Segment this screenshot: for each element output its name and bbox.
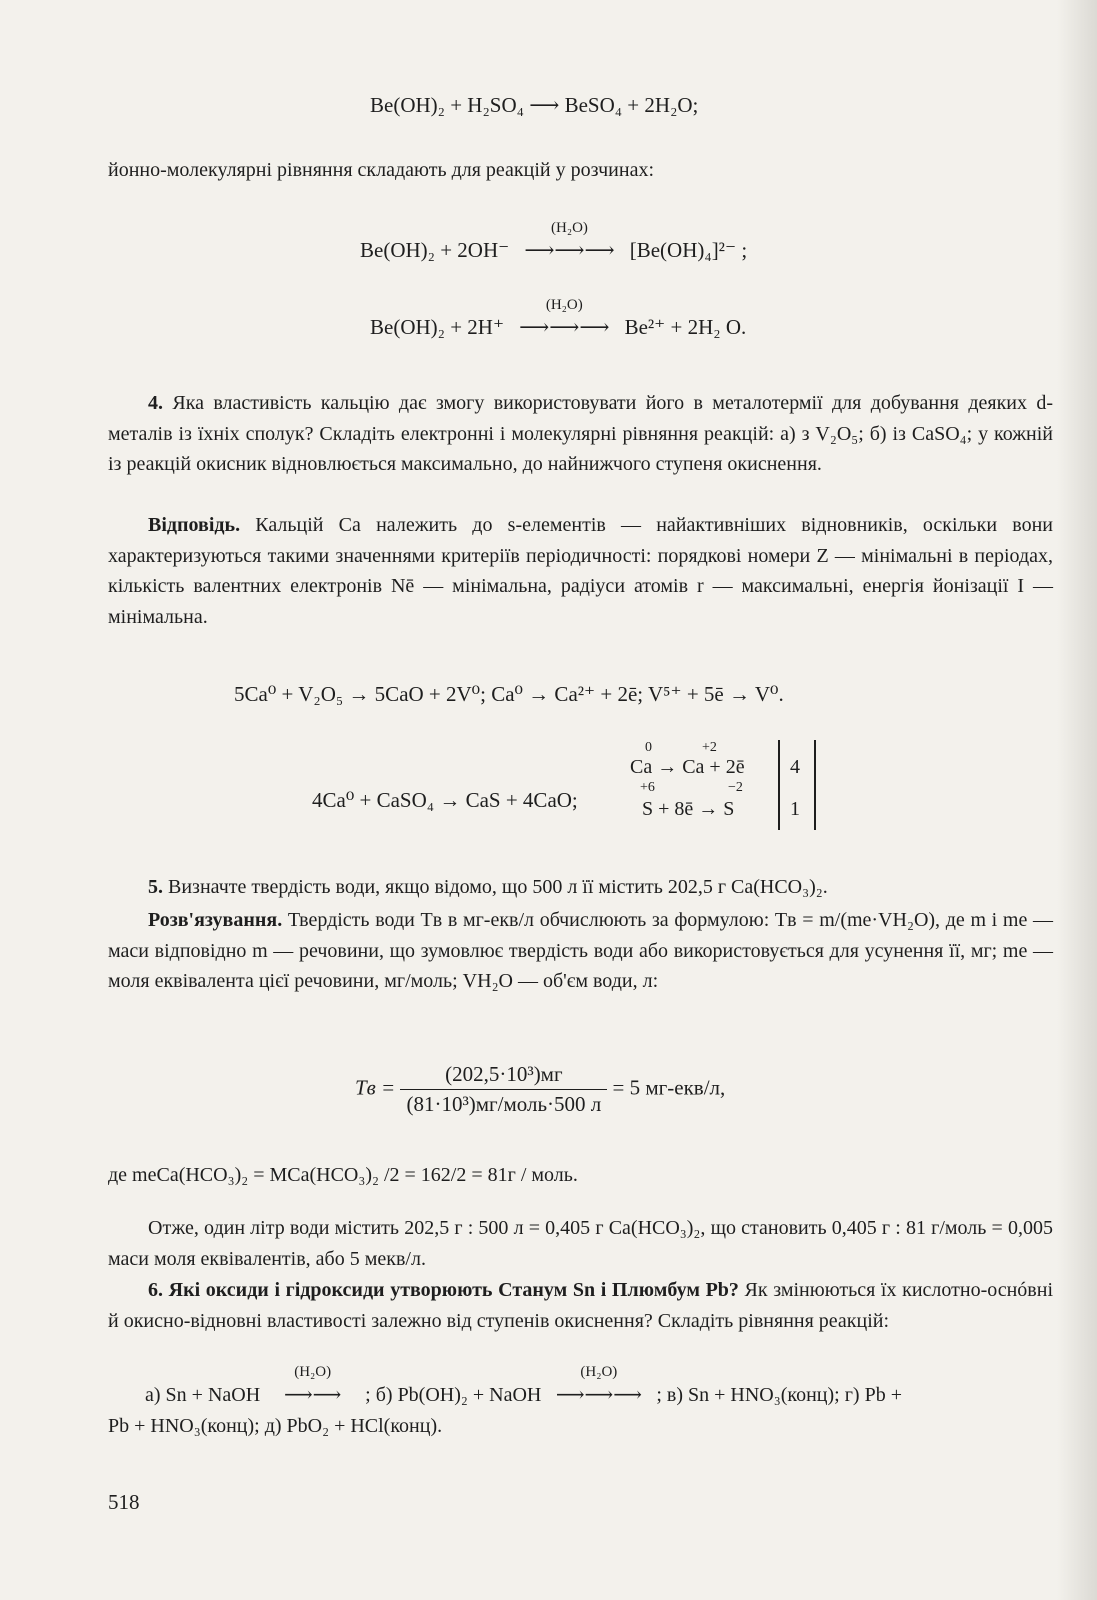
- reactions-line-1: [145, 1364, 902, 1407]
- ionic-intro-text: йонно-молекулярні рівняння складають для реакцій у розчинах:: [108, 159, 654, 181]
- question-6: [108, 1275, 1053, 1336]
- eq-left: Be(OH)₂ + 2OH⁻: [360, 238, 510, 262]
- divider-line: [814, 740, 816, 830]
- hardness-formula: [355, 1062, 725, 1117]
- formula-rhs: = 5 мг-екв/л,: [612, 1075, 726, 1100]
- half-reaction-ca: Ca → Ca + 2ē: [630, 756, 745, 778]
- oxidation-state: 0: [645, 740, 652, 755]
- equation-ca-v2o5: 5Ca⁰ + V₂O₅ → 5CaO + 2V⁰; Ca⁰ → Ca²⁺ + 2ē; V⁵⁺ + 5ē → V⁰.: [234, 682, 784, 706]
- question-number: 4.: [148, 392, 163, 414]
- coefficient: 1: [790, 798, 800, 820]
- arrow-condition: (H₂O): [551, 220, 588, 236]
- equation-ca-caso4: 4Ca⁰ + CaSO₄ → CaS + 4CaO;: [312, 788, 578, 812]
- reaction-arrow: (H₂O) ⟶⟶⟶: [509, 315, 619, 340]
- reactions-line-2: Pb + HNO₃(конц); д) PbO₂ + HCl(конц).: [108, 1415, 443, 1437]
- question-number: 5.: [148, 876, 163, 898]
- arrow-condition: (H₂O): [580, 1364, 618, 1380]
- question-text: Визначте твердість води, якщо відомо, що 500 л її містить 202,5 г Ca(HCO₃)₂.: [168, 876, 828, 898]
- oxidation-state: +6: [640, 780, 655, 795]
- solution-label: Розв'язування.: [148, 909, 283, 931]
- reaction-arrow: (H₂O) ⟶⟶⟶: [546, 1382, 651, 1407]
- question-bold-text: Які оксиди і гідроксиди утворюють Станум Sn і Плюмбум Pb?: [168, 1279, 739, 1301]
- coefficient: 4: [790, 756, 800, 778]
- reaction-label: ; б): [365, 1384, 393, 1406]
- answer-4: [108, 510, 1053, 632]
- question-5: [108, 872, 1053, 903]
- divider-line: [778, 740, 780, 830]
- conclusion: Отже, один літр води містить 202,5 г : 500 л = 0,405 г Ca(HCO₃)₂, що становить 0,405 г : 81 г/моль = 0,005 маси моля еквівалентів, або 5 мекв/л.: [108, 1217, 1053, 1270]
- redox-balance: [630, 740, 820, 835]
- reaction-left: Sn + NaOH: [165, 1384, 261, 1406]
- where-line: де mеCa(HCO₃)₂ = MCa(HCO₃)₂ /2 = 162/2 = 81г / моль.: [108, 1164, 578, 1186]
- answer-text: Кальцій Ca належить до s-елементів — найактивніших відновників, оскільки вони характеризуються такими значеннями критеріїв періодичності: порядкові номери Z — мінімальні в періодах, кількість валентних електронів Nē — мінімальна, радіуси атомів r — максимальні, енергія йонізації I — мінімальна.: [108, 514, 1053, 628]
- answer-label: Відповідь.: [148, 514, 241, 536]
- solution-5: [108, 905, 1053, 997]
- page-number: 518: [108, 1490, 140, 1514]
- question-text: Як змінюються їх кислотно-оснóвні й окисно-відновні властивості залежно від ступенів окиснення? Складіть рівняння реакцій:: [108, 1279, 1054, 1332]
- oxidation-state: −2: [728, 780, 743, 795]
- solution-text: Твердість води Tв в мг-екв/л обчислюють за формулою: Tв = m/(mе·VH₂O), де m і mе — маси відповідно m — речовини, що зумовлює твердість води або використовується для усунення її, мг; mе — моля еквівалента цієї речовини, мг/моль; VH₂O — об'єм води, л:: [108, 909, 1054, 992]
- reaction-arrow: (H₂O) ⟶⟶: [265, 1382, 360, 1407]
- arrow-condition: (H₂O): [545, 297, 583, 313]
- reaction-arrow: (H₂O) ⟶⟶⟶: [514, 238, 624, 263]
- fraction: [400, 1062, 607, 1117]
- page-edge-shadow: [1057, 0, 1097, 1600]
- equation-be-h2so4: Be(OH)₂ + H₂SO₄ ⟶ BeSO₄ + 2H₂O;: [370, 93, 699, 117]
- question-text: Яка властивість кальцію дає змогу використовувати його в металотермії для добування деяких d-металів із їхніх сполук? Складіть електронні і молекулярні рівняння реакцій: а) з V₂O₅; б) із CaSO₄; у кожній із реакцій окисник відновлюється максимально, до найнижчого ступеня окиснення.: [108, 392, 1054, 475]
- question-4: [108, 388, 1053, 480]
- reaction-label: а): [145, 1384, 161, 1406]
- arrow-condition: (H₂O): [294, 1364, 332, 1380]
- formula-lhs: Tв =: [355, 1075, 396, 1100]
- oxidation-state: +2: [702, 740, 717, 755]
- equation-be-oh: [360, 220, 748, 263]
- fraction-numerator: (202,5·10³)мг: [400, 1062, 607, 1090]
- fraction-denominator: (81·10³)мг/моль·500 л: [406, 1092, 602, 1116]
- half-reaction-s: S + 8ē → S: [642, 798, 735, 820]
- question-number: 6.: [148, 1279, 163, 1301]
- eq-right: [Be(OH)₄]²⁻ ;: [629, 238, 748, 262]
- reaction-left: Pb(OH)₂ + NaOH: [397, 1384, 542, 1406]
- eq-right: Be²⁺ + 2H₂ O.: [624, 315, 747, 339]
- eq-left: Be(OH)₂ + 2H⁺: [370, 315, 505, 339]
- reaction-rest: ; в) Sn + HNO₃(конц); г) Pb +: [656, 1384, 902, 1406]
- equation-be-h: [370, 297, 747, 340]
